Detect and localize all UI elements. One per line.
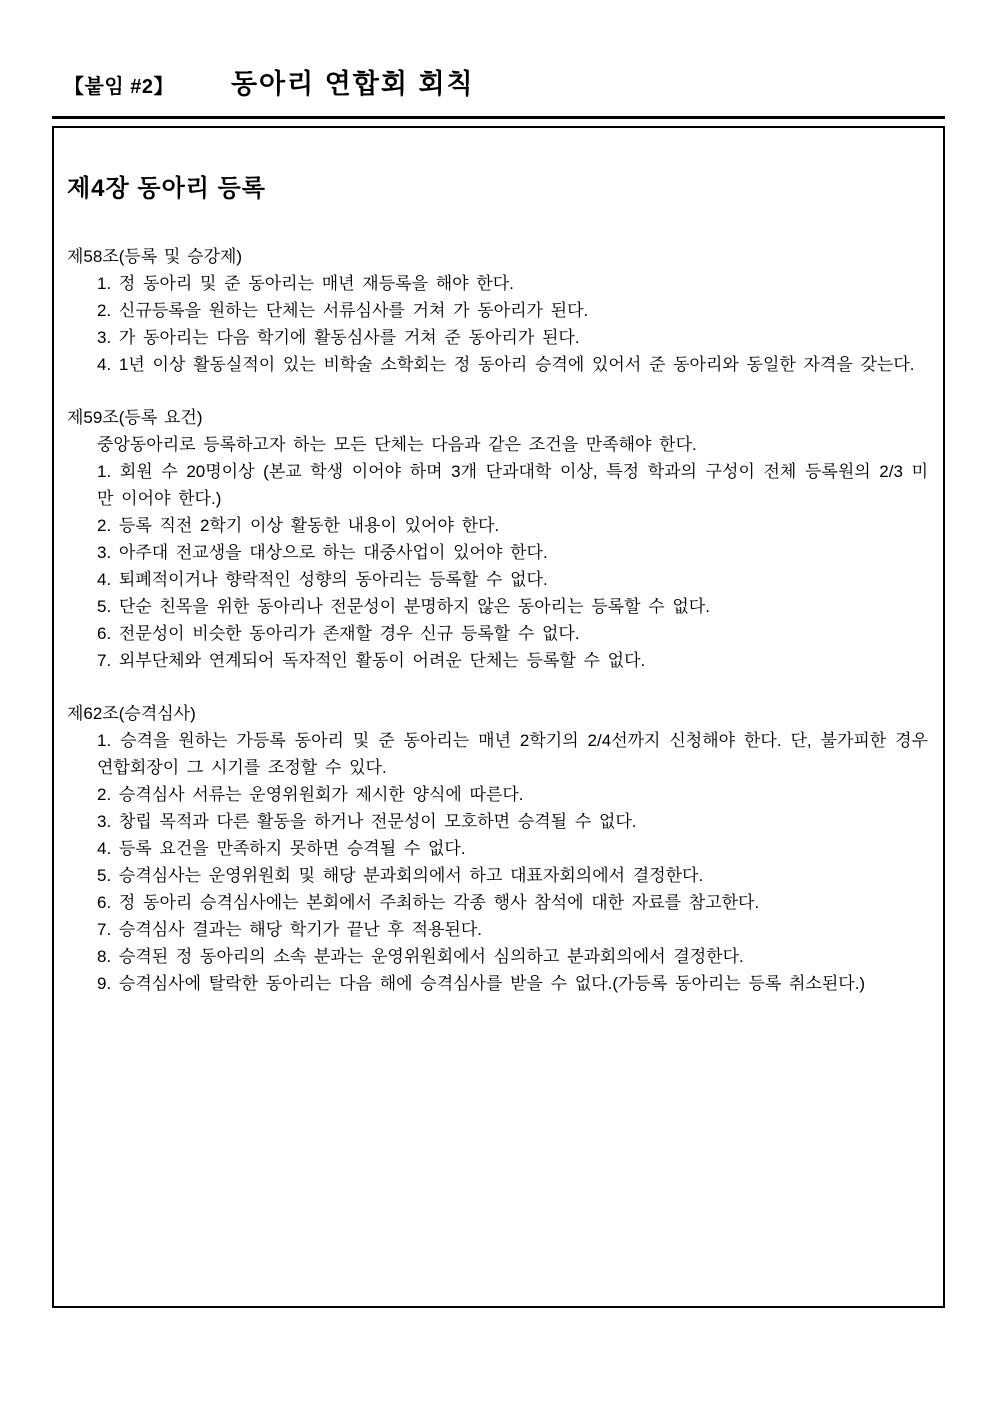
article-item: 2. 등록 직전 2학기 이상 활동한 내용이 있어야 한다. xyxy=(97,516,500,535)
article-intro: 중앙동아리로 등록하고자 하는 모든 단체는 다음과 같은 조건을 만족해야 한다. xyxy=(97,435,697,454)
article-item: 3. 가 동아리는 다음 학기에 활동심사를 거쳐 준 동아리가 된다. xyxy=(97,328,580,347)
article-item: 1. 승격을 원하는 가등록 동아리 및 준 동아리는 매년 2학기의 2/4선까지 신청해야 한다. 단, 불가피한 경우 연합회장이 그 시기를 조정할 수 있다. xyxy=(97,731,928,777)
article-item: 2. 신규등록을 원하는 단체는 서류심사를 거쳐 가 동아리가 된다. xyxy=(97,301,589,320)
article-item: 4. 퇴폐적이거나 향락적인 성향의 동아리는 등록할 수 없다. xyxy=(97,570,548,589)
article-item: 5. 승격심사는 운영위원회 및 해당 분과회의에서 하고 대표자회의에서 결정한다. xyxy=(97,866,704,885)
article-item: 1. 회원 수 20명이상 (본교 학생 이어야 하며 3개 단과대학 이상, 특정 학과의 구성이 전체 등록원의 2/3 미만 이어야 한다.) xyxy=(97,462,928,508)
article-section xyxy=(67,243,928,378)
article-section xyxy=(67,404,928,674)
attachment-label: 【붙임 #2】 xyxy=(64,76,174,98)
article-section xyxy=(67,700,928,997)
article-heading: 제59조(등록 요건) xyxy=(67,408,203,427)
article-item: 7. 외부단체와 연계되어 독자적인 활동이 어려운 단체는 등록할 수 없다. xyxy=(97,651,646,670)
page-header xyxy=(64,62,945,101)
document-title: 동아리 연합회 회칙 xyxy=(230,69,475,99)
article-item: 3. 창립 목적과 다른 활동을 하거나 전문성이 모호하면 승격될 수 없다. xyxy=(97,812,637,831)
chapter-title: 제4장 동아리 등록 xyxy=(67,175,266,202)
article-item: 4. 1년 이상 활동실적이 있는 비학술 소학회는 정 동아리 승격에 있어서 준 동아리와 동일한 자격을 갖는다. xyxy=(97,355,915,374)
article-heading: 제58조(등록 및 승강제) xyxy=(67,247,243,266)
document-box xyxy=(52,126,945,1308)
sections-container xyxy=(67,243,928,997)
article-item: 8. 승격된 정 동아리의 소속 분과는 운영위원회에서 심의하고 분과회의에서 결정한다. xyxy=(97,947,744,966)
article-item: 5. 단순 친목을 위한 동아리나 전문성이 분명하지 않은 동아리는 등록할 수 없다. xyxy=(97,597,710,616)
article-item: 6. 전문성이 비슷한 동아리가 존재할 경우 신규 등록할 수 없다. xyxy=(97,624,580,643)
article-item: 3. 아주대 전교생을 대상으로 하는 대중사업이 있어야 한다. xyxy=(97,543,548,562)
article-item: 7. 승격심사 결과는 해당 학기가 끝난 후 적용된다. xyxy=(97,920,482,939)
article-item: 4. 등록 요건을 만족하지 못하면 승격될 수 없다. xyxy=(97,839,466,858)
article-item: 1. 정 동아리 및 준 동아리는 매년 재등록을 해야 한다. xyxy=(97,274,514,293)
header-rule xyxy=(52,116,945,119)
article-heading: 제62조(승격심사) xyxy=(67,704,196,723)
article-item: 2. 승격심사 서류는 운영위원회가 제시한 양식에 따른다. xyxy=(97,785,524,804)
article-item: 6. 정 동아리 승격심사에는 본회에서 주최하는 각종 행사 참석에 대한 자료를 참고한다. xyxy=(97,893,760,912)
article-item: 9. 승격심사에 탈락한 동아리는 다음 해에 승격심사를 받을 수 없다.(가등록 동아리는 등록 취소된다.) xyxy=(97,974,866,993)
